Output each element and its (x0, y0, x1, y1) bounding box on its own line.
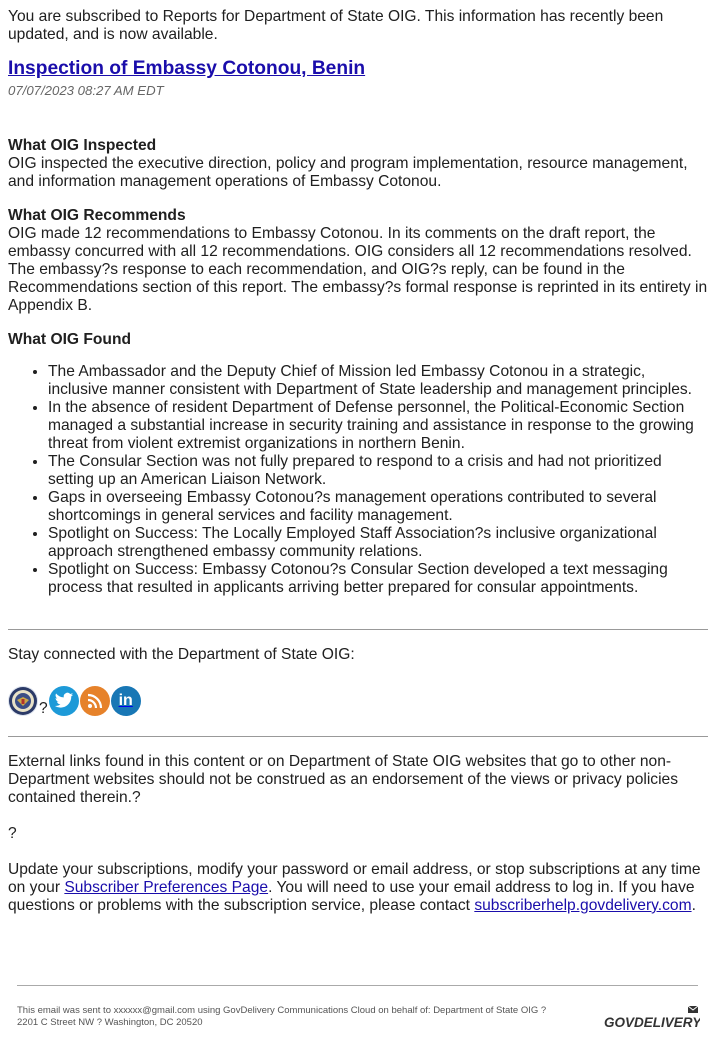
list-item: • The Consular Section was not fully prepared to respond to a crisis and had not prioritized setting up an American Liaison Network. (48, 453, 708, 489)
linkedin-icon[interactable] (111, 686, 141, 716)
inspected-heading: What OIG Inspected (8, 137, 157, 154)
footer-line-2: 2201 C Street NW ? Washington, DC 20520 (17, 1017, 203, 1028)
list-item: • In the absence of resident Department of Defense personnel, the Political-Economic Section managed a substantial increase in security training and assistance in response to the growing threat from violent extremist organizations in northern Benin. (48, 399, 708, 453)
govdelivery-logo-text: GOVDELIVERY (604, 1015, 700, 1030)
state-seal-icon[interactable] (8, 686, 38, 716)
subscription-after: . (691, 897, 696, 914)
rss-icon[interactable] (80, 686, 110, 716)
list-item: • The Ambassador and the Deputy Chief of Mission led Embassy Cotonou in a strategic, inclusive manner consistent with Department of State leadership and management principles. (48, 363, 708, 399)
footer-line-1: This email was sent to xxxxxx@gmail.com using GovDelivery Communications Cloud on behalf of: Department of State OIG ? (17, 1005, 547, 1016)
twitter-icon[interactable] (49, 686, 79, 716)
lone-mark: ? (8, 825, 17, 842)
report-date: 07/07/2023 08:27 AM EDT (8, 83, 164, 98)
found-list (8, 363, 708, 597)
subscription-middle: . You will need to use your email address to log in. If you have questions or problems with the subscription service, please contact (8, 879, 695, 914)
subscriber-help-link[interactable]: subscriberhelp.govdelivery.com (474, 897, 692, 914)
list-item: • Spotlight on Success: The Locally Employed Staff Association?s inclusive organizational approach strengthened embassy community relations. (48, 525, 708, 561)
recommends-text: OIG made 12 recommendations to Embassy Cotonou. In its comments on the draft report, the embassy concurred with all 12 recommendations. OIG considers all 12 recommendations resolved. The embassy?s response to each recommendation, and OIG?s reply, can be found in the Recommendations section of this report. The embassy?s formal response is reprinted in its entirety in Appendix B. (8, 225, 708, 314)
subscriber-preferences-link[interactable]: Subscriber Preferences Page (64, 879, 269, 896)
list-item: • Spotlight on Success: Embassy Cotonou?s Consular Section developed a text messaging process that resulted in applicants arriving better prepared for consular appointments. (48, 561, 708, 597)
social-icons (8, 686, 708, 716)
icon-separator: ? (39, 700, 48, 717)
subscription-before: Update your subscriptions, modify your password or email address, or stop subscriptions at any time on your (8, 861, 701, 896)
connect-text: Stay connected with the Department of State OIG: (8, 646, 355, 663)
report-title-link[interactable]: Inspection of Embassy Cotonou, Benin (8, 58, 366, 79)
found-heading: What OIG Found (8, 331, 131, 348)
govdelivery-logo[interactable] (604, 1005, 700, 1036)
subscription-text (8, 861, 708, 915)
footer (17, 985, 698, 1029)
footer-divider (17, 985, 698, 986)
disclaimer-text: External links found in this content or on Department of State OIG websites that go to other non-Department websites should not be construed as an endorsement of the views or privacy policies contained therein.? (8, 753, 679, 806)
inspected-text: OIG inspected the executive direction, policy and program implementation, resource management, and information management operations of Embassy Cotonou. (8, 155, 688, 190)
footer-text (17, 1005, 592, 1029)
list-item: • Gaps in overseeing Embassy Cotonou?s management operations contributed to several shortcomings in general services and facility management. (48, 489, 708, 525)
intro-text: You are subscribed to Reports for Department of State OIG. This information has recently been updated, and is now available. (8, 8, 664, 43)
recommends-heading: What OIG Recommends (8, 207, 186, 224)
linkedin-glyph: in (118, 692, 133, 709)
